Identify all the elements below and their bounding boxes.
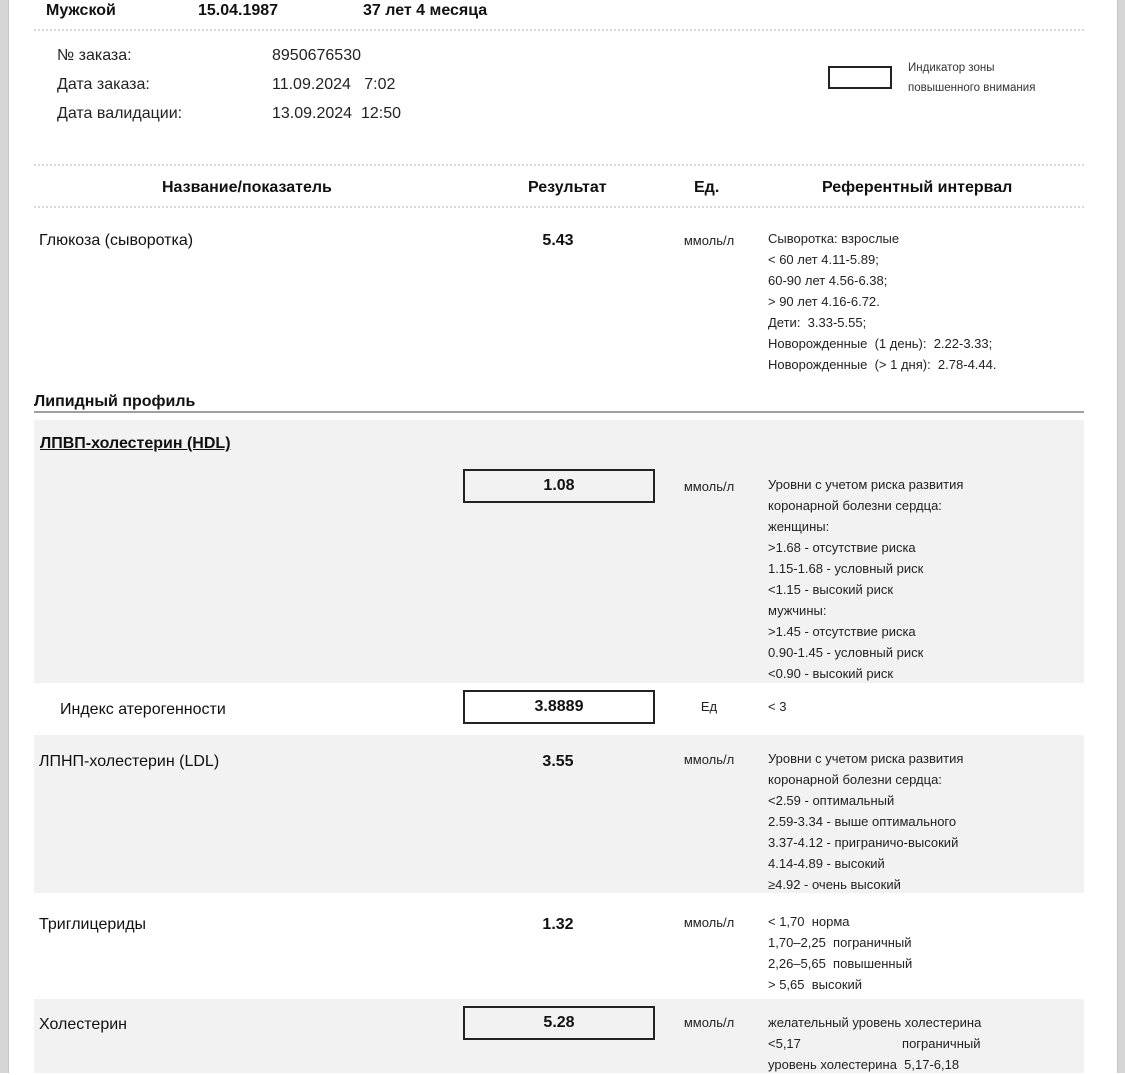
divider	[34, 29, 1084, 31]
reference-interval-ldl	[768, 748, 963, 895]
test-unit-triglycerides: ммоль/л	[683, 915, 735, 930]
reference-line: коронарной болезни сердца:	[768, 498, 942, 513]
section-title-lipid-profile: Липидный профиль	[34, 393, 196, 410]
reference-line: > 90 лет 4.16-6.72.	[768, 294, 880, 309]
test-result: 5.43	[542, 232, 574, 249]
reference-line: коронарной болезни сердца:	[768, 772, 942, 787]
test-name-triglycerides: Триглицериды	[39, 916, 147, 933]
reference-line: уровень холестерина 5,17-6,18	[768, 1057, 960, 1072]
legend-line-1: Индикатор зоны	[908, 62, 995, 74]
reference-line: Сыворотка: взрослые	[768, 231, 900, 246]
reference-line: мужчины:	[768, 603, 827, 618]
validation-date-value: 13.09.2024 12:50	[272, 105, 402, 122]
reference-line: <2.59 - оптимальный	[768, 793, 895, 808]
patient-age: 37 лет 4 месяца	[363, 2, 488, 19]
reference-line: < 60 лет 4.11-5.89;	[768, 252, 879, 267]
reference-line: ≥4.92 - очень высокий	[768, 877, 901, 892]
test-name-ldl: ЛПНП-холестерин (LDL)	[39, 753, 220, 770]
column-header-name: Название/показатель	[162, 179, 332, 196]
reference-line: женщины:	[768, 519, 830, 534]
reference-line: 60-90 лет 4.56-6.38;	[768, 273, 888, 288]
reference-line: 2.59-3.34 - выше оптимального	[768, 814, 957, 829]
reference-line: 4.14-4.89 - высокий	[768, 856, 885, 871]
reference-interval	[768, 228, 996, 375]
test-result-ldl: 3.55	[542, 753, 574, 770]
reference-line: > 5,65 высокий	[768, 977, 863, 992]
column-header-reference: Референтный интервал	[822, 179, 1013, 196]
page-left-edge	[0, 0, 9, 1073]
reference-line: Дети: 3.33-5.55;	[768, 315, 867, 330]
column-header-unit: Ед.	[694, 179, 720, 196]
order-date-label: Дата заказа:	[57, 76, 150, 93]
reference-line: < 1,70 норма	[768, 914, 850, 929]
reference-interval-triglycerides	[768, 911, 912, 995]
legend-line-2: повышенного внимания	[908, 82, 1036, 94]
reference-line: >1.45 - отсутствие риска	[768, 624, 916, 639]
reference-line: 1,70–2,25 пограничный	[768, 935, 912, 950]
reference-line: >1.68 - отсутствие риска	[768, 540, 916, 555]
test-name-cholesterol: Холестерин	[39, 1016, 127, 1033]
order-number-label: № заказа:	[57, 47, 132, 64]
reference-line: Уровни с учетом риска развития	[768, 751, 964, 766]
reference-interval-atherogenic-index: < 3	[768, 699, 787, 714]
test-unit-cholesterol: ммоль/л	[683, 1015, 735, 1030]
reference-line: <0.90 - высокий риск	[768, 666, 894, 681]
test-unit-atherogenic-index: Ед	[700, 699, 718, 714]
test-unit-ldl: ммоль/л	[683, 752, 735, 767]
divider	[34, 206, 1084, 208]
section-divider	[34, 411, 1084, 413]
order-date-value: 11.09.2024 7:02	[272, 76, 396, 93]
test-result-triglycerides: 1.32	[542, 916, 574, 933]
flagged-result-cholesterol: 5.28	[463, 1006, 655, 1040]
reference-line: <1.15 - высокий риск	[768, 582, 894, 597]
test-name-hdl: ЛПВП-холестерин (HDL)	[40, 435, 231, 452]
patient-sex: Мужской	[46, 2, 116, 19]
reference-line: 1.15-1.68 - условный риск	[768, 561, 924, 576]
divider	[34, 164, 1084, 166]
reference-line: Новорожденные (> 1 дня): 2.78-4.44.	[768, 357, 997, 372]
reference-interval-hdl	[768, 474, 963, 684]
reference-line: 3.37-4.12 - приграничо-высокий	[768, 835, 959, 850]
test-name: Глюкоза (сыворотка)	[39, 232, 194, 249]
order-number-value: 8950676530	[272, 47, 361, 64]
reference-interval-cholesterol	[768, 1012, 981, 1075]
attention-indicator-swatch	[828, 66, 892, 89]
reference-line: 0.90-1.45 - условный риск	[768, 645, 924, 660]
reference-line: 2,26–5,65 повышенный	[768, 956, 913, 971]
test-name-atherogenic-index: Индекс атерогенности	[60, 701, 226, 718]
patient-birth-date: 15.04.1987	[198, 2, 279, 19]
validation-date-label: Дата валидации:	[57, 105, 183, 122]
column-header-result: Результат	[528, 179, 607, 196]
reference-line: Новорожденные (1 день): 2.22-3.33;	[768, 336, 993, 351]
page-scrollbar[interactable]	[1117, 0, 1125, 1073]
test-unit-hdl: ммоль/л	[683, 479, 735, 494]
test-unit: ммоль/л	[683, 233, 735, 248]
reference-line: <5,17 пограничный	[768, 1036, 981, 1051]
reference-line: желательный уровень холестерина	[768, 1015, 982, 1030]
reference-line: Уровни с учетом риска развития	[768, 477, 964, 492]
flagged-result-hdl: 1.08	[463, 469, 655, 503]
flagged-result-atherogenic-index: 3.8889	[463, 690, 655, 724]
